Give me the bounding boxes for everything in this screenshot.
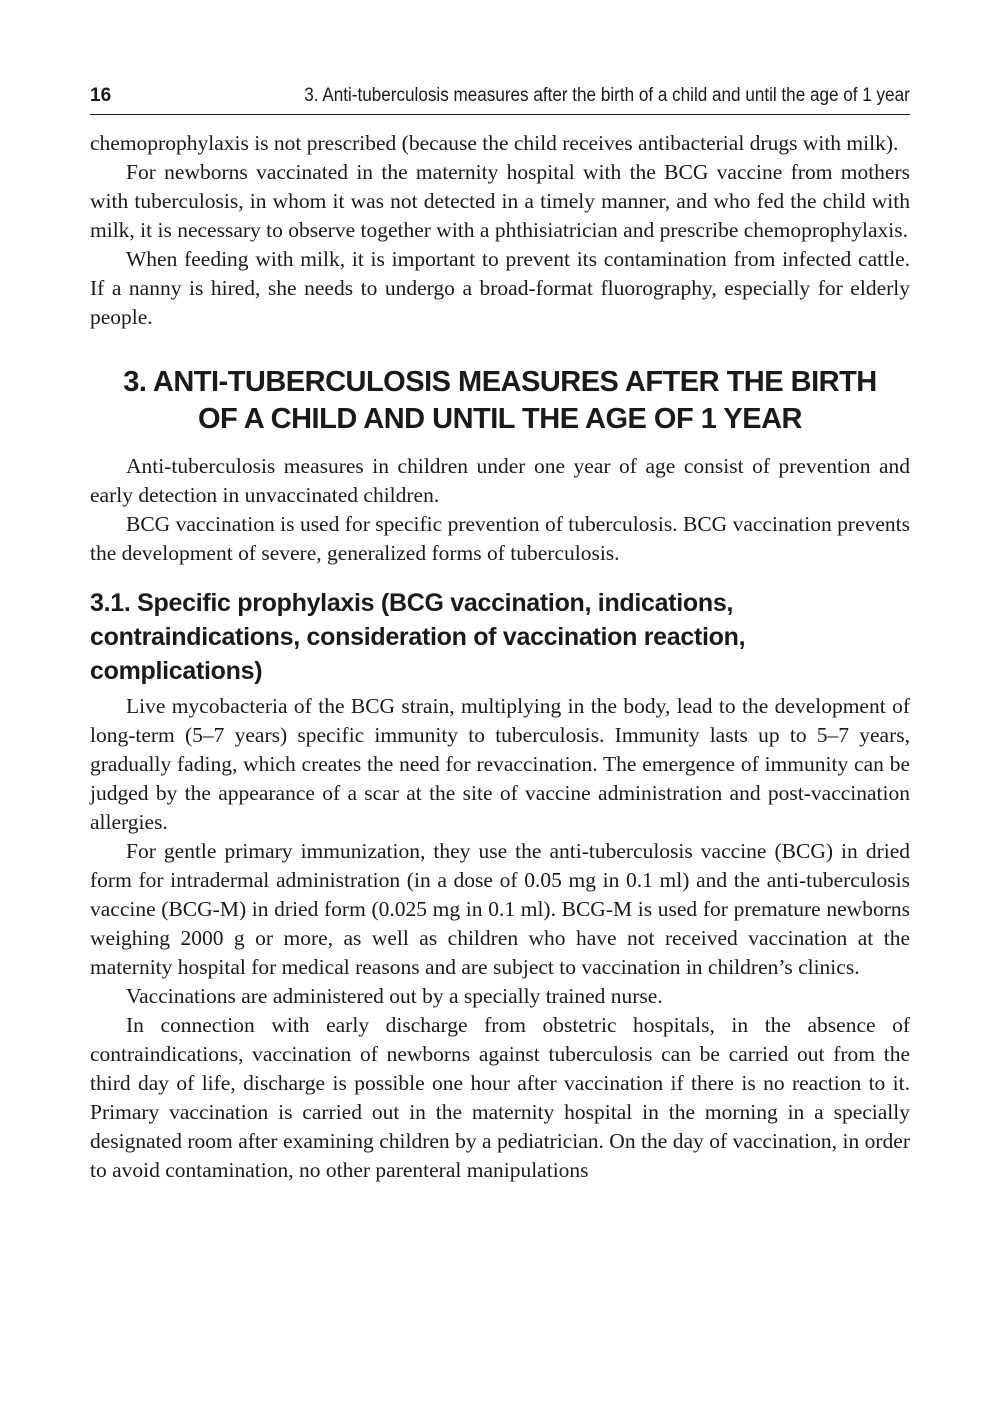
- section-heading-line: contraindications, consideration of vaccination reaction,: [90, 623, 746, 651]
- section-heading-line: complications): [90, 657, 263, 685]
- paragraph: In connection with early discharge from obstetric hospitals, in the absence of contraindications, vaccination of newborns against tuberculosis can be carried out from the third day of life, discharge is possible one hour after vaccination if there is no reaction to it. Primary vaccination is carried out in the maternity hospital in the morning in a specially designated room after examining children by a pediatrician. On the day of vaccination, in order to avoid contamination, no other parenteral manipulations: [90, 1013, 910, 1182]
- paragraph: For gentle primary immunization, they use the anti-tuberculosis vaccine (BCG) in dried form for intradermal administration (in a dose of 0.05 mg in 0.1 ml) and the anti-tuberculosis vaccine (BCG-M) in dried form (0.025 mg in 0.1 ml). BCG-M is used for premature newborns weighing 2000 g or more, as well as children who have not received vaccination at the maternity hospital for medical reasons and are subject to vaccination in children’s clinics.: [90, 839, 910, 979]
- paragraph: Anti-tuberculosis measures in children under one year of age consist of prevention and early detection in unvaccinated children.: [90, 454, 910, 507]
- paragraph: When feeding with milk, it is important to prevent its contamination from infected cattle. If a nanny is hired, she needs to undergo a broad-format fluorography, especially for elderly people.: [90, 247, 910, 329]
- chapter-heading-line: OF A CHILD AND UNTIL THE AGE OF 1 YEAR: [198, 403, 802, 435]
- paragraph: Vaccinations are administered out by a specially trained nurse.: [126, 984, 663, 1008]
- intro-text: [90, 129, 910, 332]
- paragraph: Live mycobacteria of the BCG strain, multiplying in the body, lead to the development of long-term (5–7 years) specific immunity to tuberculosis. Immunity lasts up to 5–7 years, gradually fading, which creates the need for revaccination. The emergence of immunity can be judged by the appearance of a scar at the site of vaccine administration and post-vaccination allergies.: [90, 694, 910, 834]
- section-text: [90, 692, 910, 1185]
- section-heading-line: 3.1. Specific prophylaxis (BCG vaccination, indications,: [90, 589, 734, 617]
- page-number: 16: [90, 85, 112, 106]
- book-page: [90, 84, 910, 1185]
- section-heading: [90, 586, 910, 688]
- running-header: [90, 84, 910, 115]
- chapter-heading: [90, 364, 910, 438]
- chapter-heading-line: 3. ANTI-TUBERCULOSIS MEASURES AFTER THE BIRTH: [123, 366, 877, 398]
- chapter-text: [90, 452, 910, 568]
- running-title: 3. Anti-tuberculosis measures after the birth of a child and until the age of 1 year: [304, 85, 910, 106]
- paragraph: chemoprophylaxis is not prescribed (because the child receives antibacterial drugs with milk).: [90, 131, 899, 155]
- paragraph: BCG vaccination is used for specific prevention of tuberculosis. BCG vaccination prevents the development of severe, generalized forms of tuberculosis.: [90, 512, 910, 565]
- paragraph: For newborns vaccinated in the maternity hospital with the BCG vaccine from mothers with tuberculosis, in whom it was not detected in a timely manner, and who fed the child with milk, it is necessary to observe together with a phthisiatrician and prescribe chemoprophylaxis.: [90, 160, 910, 242]
